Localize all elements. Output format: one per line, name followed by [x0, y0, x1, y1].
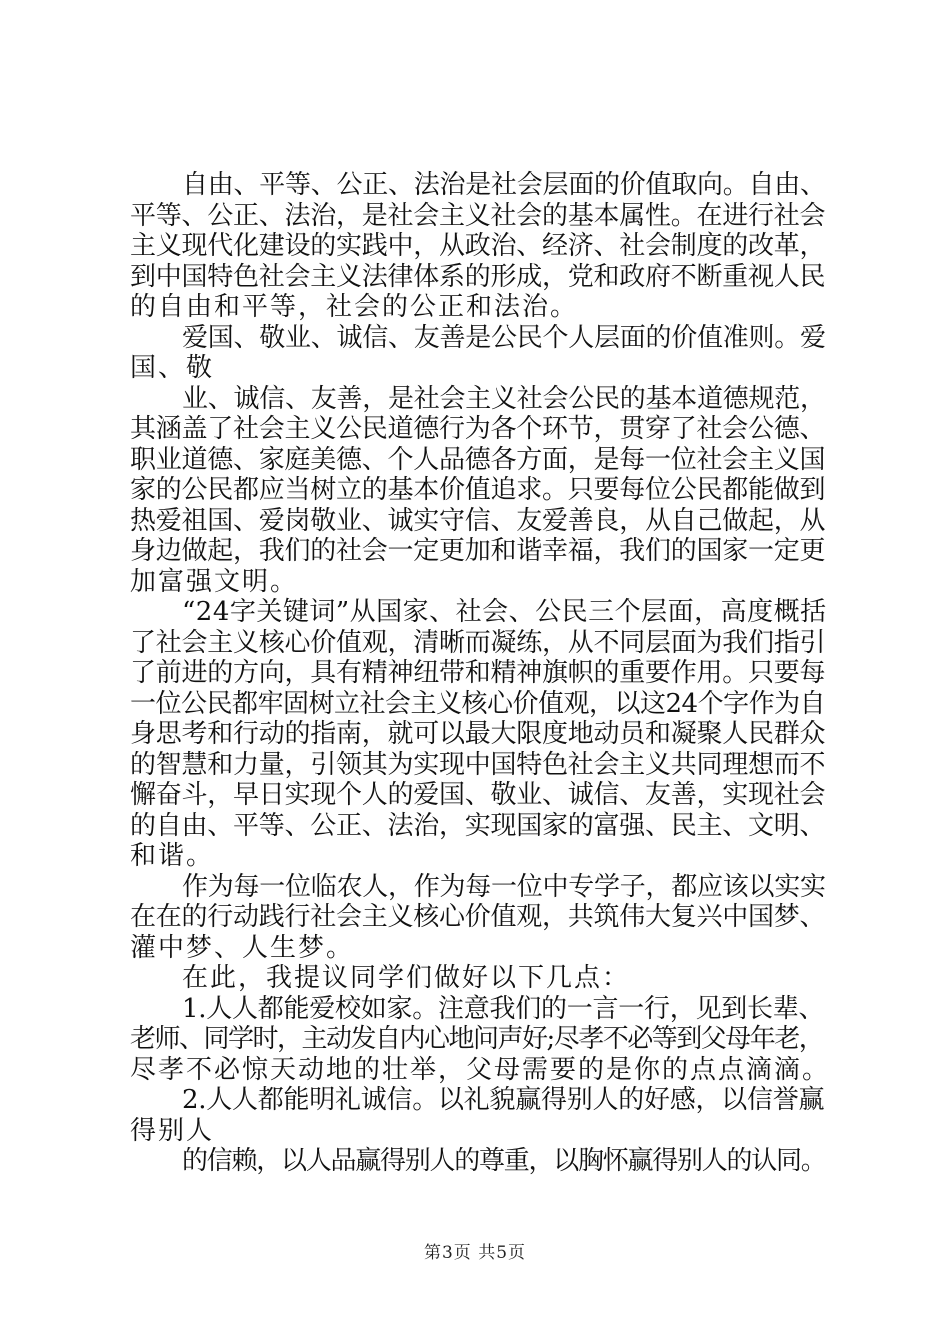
- text-line: 职业道德、家庭美德、个人品德各方面，是每一位社会主义国: [130, 444, 826, 475]
- text-line: 其涵盖了社会主义公民道德行为各个环节，贯穿了社会公德、: [130, 414, 826, 444]
- text-line: “24字关键词”从国家、社会、公民三个层面，高度概括: [182, 597, 827, 627]
- text-line: 到中国特色社会主义法律体系的形成，党和政府不断重视人民: [130, 261, 826, 292]
- text-line: 加富强文明。: [130, 566, 299, 597]
- text-line: 家的公民都应当树立的基本价值追求。只要每位公民都能做到: [130, 475, 826, 505]
- text-line: 的自由和平等，社会的公正和法治。: [130, 292, 579, 322]
- page-footer: 第3页 共5页: [423, 1243, 527, 1263]
- text-line: 和谐。: [130, 841, 215, 871]
- text-line: 热爱祖国、爱岗敬业、诚实守信、友爱善良，从自己做起，从: [130, 505, 826, 536]
- text-line: 的信赖，以人品赢得别人的尊重，以胸怀赢得别人的认同。: [182, 1146, 826, 1176]
- text-line: 身边做起，我们的社会一定更加和谐幸福，我们的国家一定更: [130, 536, 826, 566]
- text-line: 的智慧和力量，引领其为实现中国特色社会主义共同理想而不: [130, 749, 826, 780]
- text-line: 得别人: [130, 1115, 215, 1146]
- text-line: 业、诚信、友善，是社会主义社会公民的基本道德规范，: [182, 383, 826, 414]
- text-line: 自由、平等、公正、法治是社会层面的价值取向。自由、: [182, 170, 826, 200]
- text-line: 身思考和行动的指南，就可以最大限度地动员和凝聚人民群众: [130, 719, 826, 749]
- text-line: 爱国、敬业、诚信、友善是公民个人层面的价值准则。爱: [182, 322, 826, 353]
- text-line: 作为每一位临农人，作为每一位中专学子，都应该以实实: [182, 871, 826, 902]
- text-line: 在在的行动践行社会主义核心价值观，共筑伟大复兴中国梦、: [130, 902, 826, 932]
- text-line: 了社会主义核心价值观，清晰而凝练，从不同层面为我们指引: [130, 627, 826, 658]
- text-line: 一位公民都牢固树立社会主义核心价值观，以这24个字作为自: [130, 688, 826, 719]
- text-line: 2.人人都能明礼诚信。以礼貌赢得别人的好感，以信誉赢: [182, 1085, 825, 1115]
- text-line: 灌中梦、人生梦。: [130, 932, 355, 963]
- text-line: 主义现代化建设的实践中，从政治、经济、社会制度的改革，: [130, 231, 826, 261]
- text-line: 在此，我提议同学们做好以下几点：: [182, 963, 631, 993]
- text-line: 老师、同学时，主动发自内心地问声好;尽孝不必等到父母年老，: [130, 1024, 824, 1054]
- document-body: [130, 170, 830, 1177]
- text-line: 尽孝不必惊天动地的壮举，父母需要的是你的点点滴滴。: [130, 1054, 831, 1085]
- text-line: 国、敬: [130, 353, 215, 383]
- text-line: 了前进的方向，具有精神纽带和精神旗帜的重要作用。只要每: [130, 658, 826, 688]
- text-line: 懈奋斗，早日实现个人的爱国、敬业、诚信、友善，实现社会: [130, 780, 826, 810]
- text-line: 平等、公正、法治，是社会主义社会的基本属性。在进行社会: [130, 200, 826, 231]
- text-line: 1.人人都能爱校如家。注意我们的一言一行，见到长辈、: [182, 993, 825, 1024]
- text-line: 的自由、平等、公正、法治，实现国家的富强、民主、文明、: [130, 810, 826, 841]
